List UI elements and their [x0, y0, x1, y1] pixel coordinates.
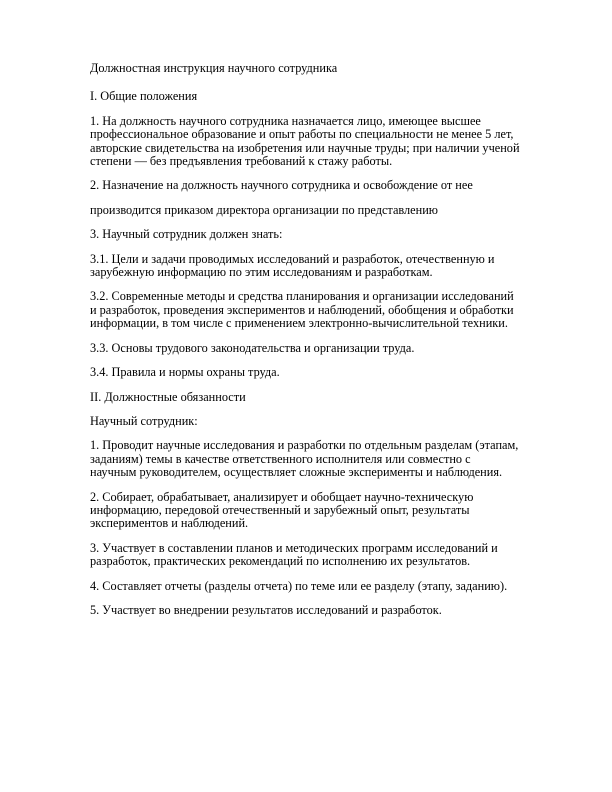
para-duty-conducts-research: 1. Проводит научные исследования и разработки по отдельным разделам (этапам, заданиям) темы в качестве ответственного исполнителя или совместно с научным руководителем, осуществляет сложные эксперименты и наблюдения. — [90, 438, 519, 480]
para-must-know-safety-rules: 3.4. Правила и нормы охраны труда. — [90, 365, 280, 380]
para-duty-participates-in-plans: 3. Участвует в составлении планов и методических программ исследований и разработок, практических рекомендаций по исполнению их результатов. — [90, 540, 498, 569]
para-appointment-by-director-order: производится приказом директора организации по представлению — [90, 202, 438, 217]
para-appointment-dismissal: 2. Назначение на должность научного сотрудника и освобождение от нее — [90, 178, 473, 193]
section-heading-general-provisions: I. Общие положения — [90, 89, 198, 104]
para-must-know-methods: 3.2. Современные методы и средства планирования и организации исследований и разработок, проведения экспериментов и наблюдений, обобщения и обработки информации, в том числе с применением электронно-вычислительной техники. — [90, 289, 514, 331]
para-duty-collects-information: 2. Собирает, обрабатывает, анализирует и обобщает научно-техническую информацию, передовой отечественный и зарубежный опыт, результаты экспериментов и наблюдений. — [90, 489, 474, 531]
section-heading-job-duties: II. Должностные обязанности — [90, 389, 246, 404]
para-must-know-intro: 3. Научный сотрудник должен знать: — [90, 227, 283, 242]
para-duty-implements-results: 5. Участвует во внедрении результатов исследований и разработок. — [90, 602, 442, 617]
document-title: Должностная инструкция научного сотрудника — [90, 61, 338, 75]
para-duty-prepares-reports: 4. Составляет отчеты (разделы отчета) по теме или ее разделу (этапу, заданию). — [90, 578, 508, 593]
para-appointment-requirements: 1. На должность научного сотрудника назначается лицо, имеющее высшее профессиональное образование и опыт работы по специальности не менее 5 лет, авторские свидетельства на изобретения или научные труды; при наличии ученой степени — без предъявления требований к стажу работы. — [90, 113, 520, 169]
document-content — [90, 62, 520, 617]
para-must-know-goals: 3.1. Цели и задачи проводимых исследований и разработок, отечественную и зарубежную информацию по этим исследованиям и разработкам. — [90, 251, 495, 280]
para-duties-intro: Научный сотрудник: — [90, 413, 198, 428]
para-must-know-labor-law: 3.3. Основы трудового законодательства и организации труда. — [90, 340, 415, 355]
